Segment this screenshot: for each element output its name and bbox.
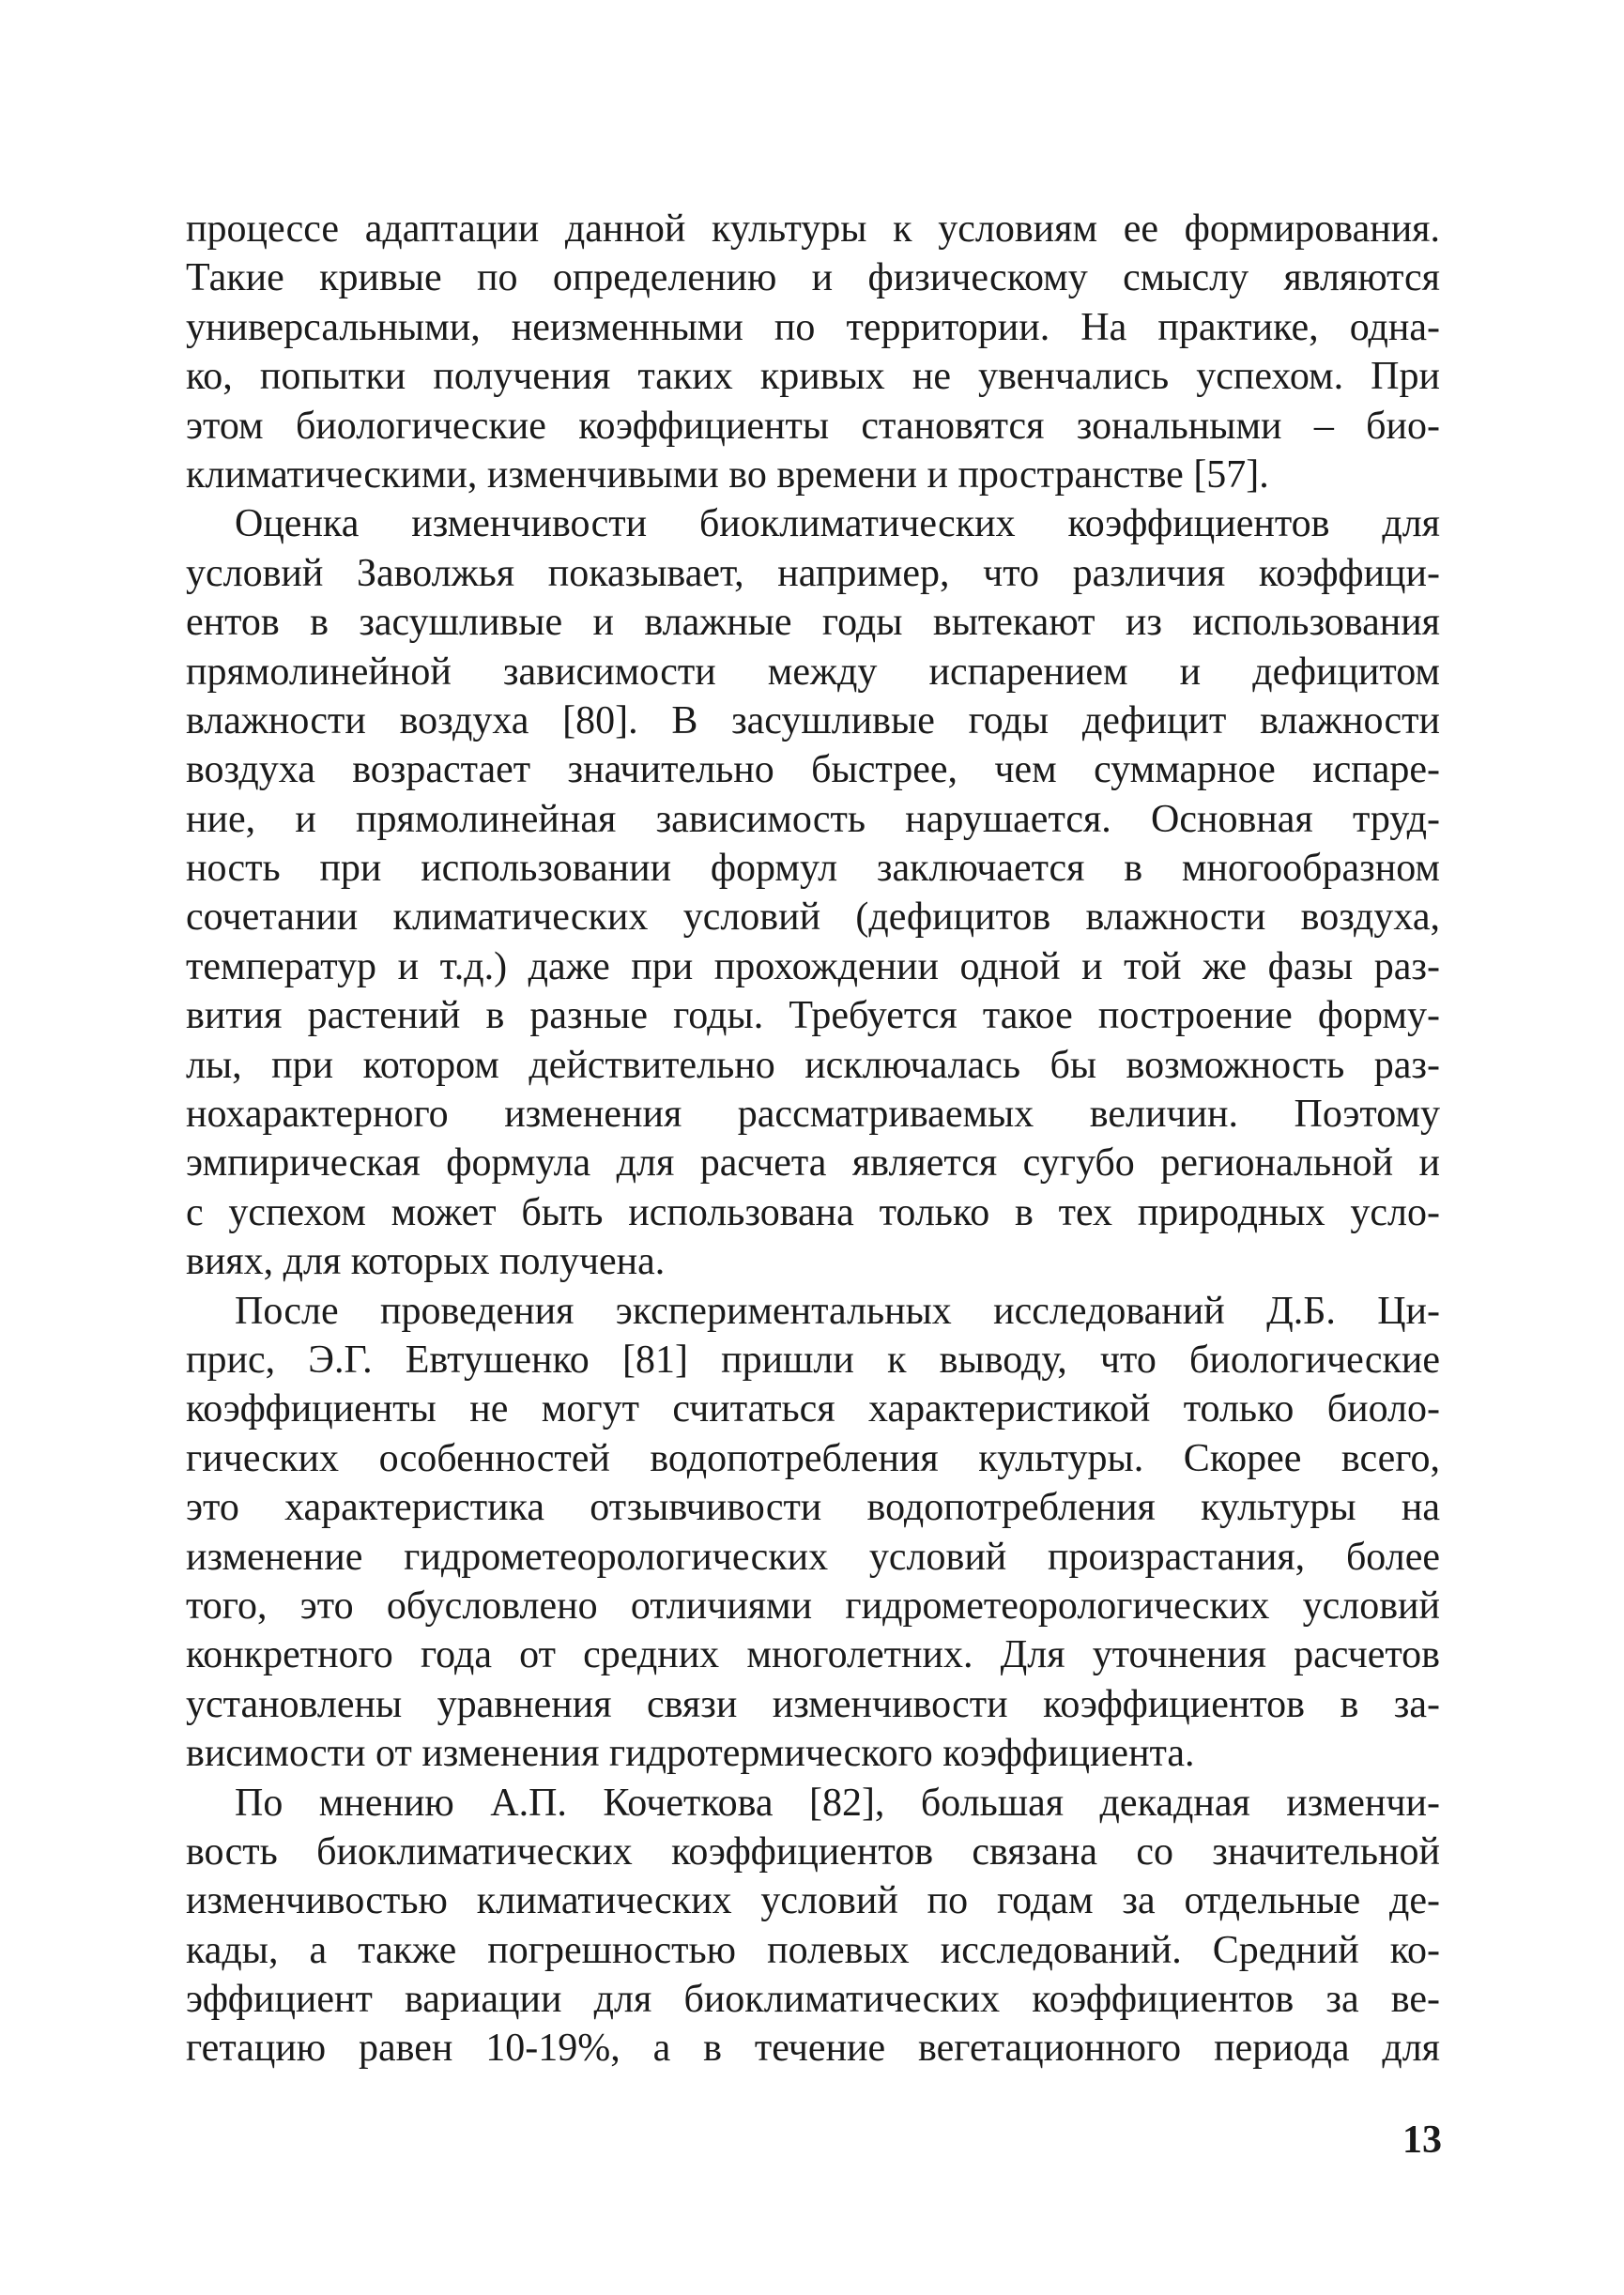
text-line: эмпирическая формула для расчета является сугубо региональной и <box>186 1141 1440 1186</box>
paragraph-1 <box>186 205 1440 499</box>
text-line: этом биологические коэффициенты становятся зональными – био- <box>186 404 1440 448</box>
text-line: температур и т.д.) даже при прохождении одной и той же фазы раз- <box>186 944 1440 988</box>
paragraph-4 <box>186 1779 1440 2073</box>
text-line: с успехом может быть использована только в тех природных усло- <box>186 1190 1440 1234</box>
text-line: процессе адаптации данной культуры к условиям ее формирования. <box>186 207 1440 251</box>
text-line: условий Заволжья показывает, например, что различия коэффици- <box>186 551 1440 595</box>
text-line: По мнению А.П. Кочеткова [82], большая декадная изменчи- <box>235 1781 1440 1825</box>
text-line: эффициент вариации для биоклиматических коэффициентов за ве- <box>186 1978 1440 2022</box>
paragraph-3 <box>186 1287 1440 1779</box>
paragraph-2 <box>186 499 1440 1286</box>
text-line: ентов в засушливые и влажные годы вытекают из использования <box>186 601 1440 645</box>
text-line: коэффициенты не могут считаться характеристикой только биоло- <box>186 1387 1440 1431</box>
text-line: конкретного года от средних многолетних. Для уточнения расчетов <box>186 1633 1440 1677</box>
page-number: 13 <box>1402 2119 1442 2162</box>
text-line: гетацию равен 10-19%, а в течение вегетационного периода для <box>186 2027 1440 2071</box>
text-line: изменчивостью климатических условий по годам за отдельные де- <box>186 1879 1440 1923</box>
text-line: гических особенностей водопотребления культуры. Скорее всего, <box>186 1436 1440 1480</box>
text-line: воздуха возрастает значительно быстрее, чем суммарное испаре- <box>186 748 1440 792</box>
text-line: это характеристика отзывчивости водопотребления культуры на <box>186 1486 1440 1530</box>
body-text <box>186 205 1440 2073</box>
text-line: кады, а также погрешностью полевых исследований. Средний ко- <box>186 1928 1440 1972</box>
text-line: сочетании климатических условий (дефицитов влажности воздуха, <box>186 895 1440 940</box>
text-line: климатическими, изменчивыми во времени и пространстве [57]. <box>186 452 1269 497</box>
text-line: вития растений в разные годы. Требуется такое построение форму- <box>186 994 1440 1038</box>
text-line: Оценка изменчивости биоклиматических коэффициентов для <box>235 502 1440 546</box>
text-line: прямолинейной зависимости между испарением и дефицитом <box>186 650 1440 694</box>
text-line: изменение гидрометеорологических условий произрастания, более <box>186 1535 1440 1579</box>
text-line: нохарактерного изменения рассматриваемых величин. Поэтому <box>186 1093 1440 1137</box>
text-line: После проведения экспериментальных исследований Д.Б. Ци- <box>235 1289 1440 1333</box>
text-line: ность при использовании формул заключается в многообразном <box>186 847 1440 891</box>
text-line: висимости от изменения гидротермического коэффициента. <box>186 1732 1195 1776</box>
text-line: ко, попытки получения таких кривых не увенчались успехом. При <box>186 355 1440 399</box>
text-line: лы, при котором действительно исключалась бы возможность раз- <box>186 1043 1440 1087</box>
text-line: Такие кривые по определению и физическому смыслу являются <box>186 256 1440 300</box>
text-line: прис, Э.Г. Евтушенко [81] пришли к выводу, что биологические <box>186 1338 1440 1382</box>
text-line: вость биоклиматических коэффициентов связана со значительной <box>186 1829 1440 1874</box>
text-line: того, это обусловлено отличиями гидрометеорологических условий <box>186 1584 1440 1628</box>
text-line: универсальными, неизменными по территории. На практике, одна- <box>186 305 1440 349</box>
text-line: влажности воздуха [80]. В засушливые годы дефицит влажности <box>186 698 1440 742</box>
text-line: ние, и прямолинейная зависимость нарушается. Основная труд- <box>186 797 1440 841</box>
text-line: виях, для которых получена. <box>186 1240 666 1284</box>
text-line: установлены уравнения связи изменчивости коэффициентов в за- <box>186 1682 1440 1726</box>
